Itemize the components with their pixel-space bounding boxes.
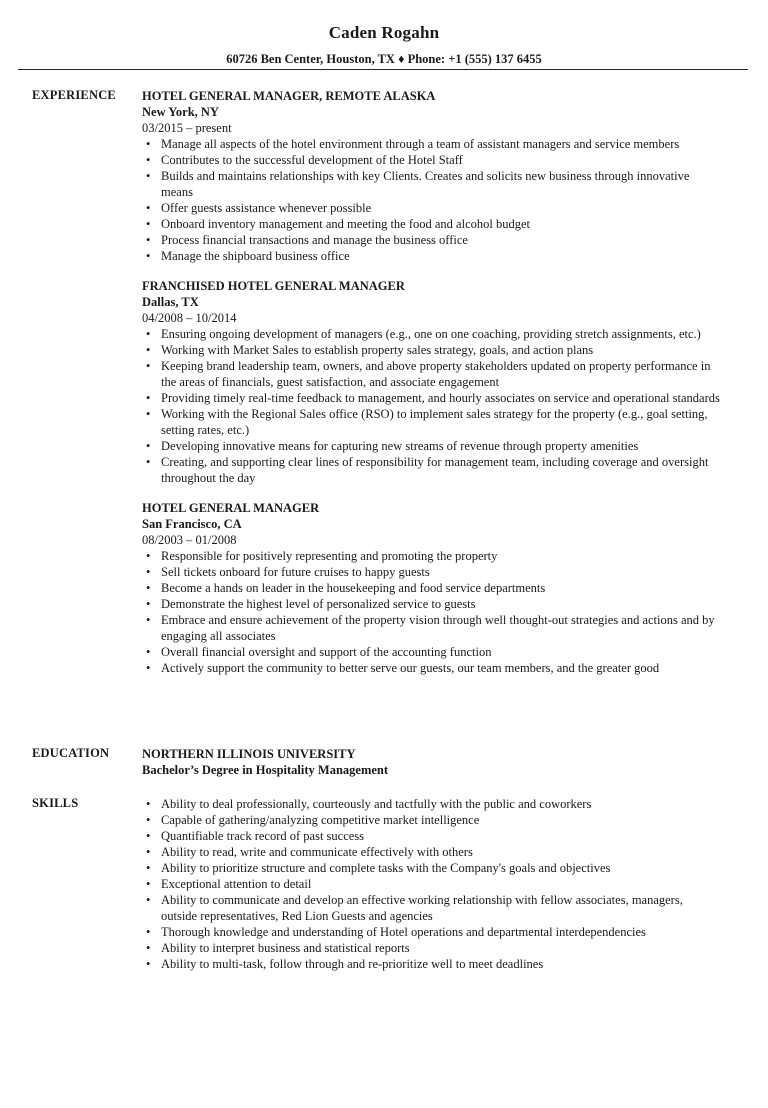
bullet-item: • Sell tickets onboard for future cruises to happy guests xyxy=(142,564,722,580)
skill-item: • Ability to communicate and develop an effective working relationship with fellow associates, managers, outside representatives, Red Lion Guests and agencies xyxy=(142,892,722,924)
job-entry xyxy=(142,88,722,264)
bullet-item: • Builds and maintains relationships with key Clients. Creates and solicits new business through innovative means xyxy=(142,168,722,200)
job-bullets xyxy=(142,326,722,486)
job-title: HOTEL GENERAL MANAGER xyxy=(142,501,320,515)
skills-heading: SKILLS xyxy=(32,796,79,810)
skill-item: • Exceptional attention to detail xyxy=(142,876,722,892)
bullet-item: • Manage all aspects of the hotel environment through a team of assistant managers and service members xyxy=(142,136,722,152)
bullet-item: • Offer guests assistance whenever possible xyxy=(142,200,722,216)
bullet-item: • Manage the shipboard business office xyxy=(142,248,722,264)
job-bullets xyxy=(142,136,722,264)
skill-item: • Quantifiable track record of past success xyxy=(142,828,722,844)
education-heading: EDUCATION xyxy=(32,746,110,760)
contact-line: 60726 Ben Center, Houston, TX ♦ Phone: +1 (555) 137 6455 xyxy=(226,52,542,66)
job-dates: 04/2008 – 10/2014 xyxy=(142,311,237,325)
bullet-item: • Onboard inventory management and meeting the food and alcohol budget xyxy=(142,216,722,232)
skill-item: • Thorough knowledge and understanding of Hotel operations and departmental interdependencies xyxy=(142,924,722,940)
header-divider xyxy=(18,69,748,70)
job-title: HOTEL GENERAL MANAGER, REMOTE ALASKA xyxy=(142,89,436,103)
bullet-item: • Overall financial oversight and support of the accounting function xyxy=(142,644,722,660)
bullet-item: • Demonstrate the highest level of personalized service to guests xyxy=(142,596,722,612)
experience-heading: EXPERIENCE xyxy=(32,88,116,102)
experience-section xyxy=(142,88,722,690)
job-location: New York, NY xyxy=(142,105,219,119)
bullet-item: • Contributes to the successful development of the Hotel Staff xyxy=(142,152,722,168)
skills-list xyxy=(142,796,722,972)
job-location: Dallas, TX xyxy=(142,295,199,309)
bullet-item: • Working with Market Sales to establish property sales strategy, goals, and action plans xyxy=(142,342,722,358)
bullet-item: • Ensuring ongoing development of managers (e.g., one on one coaching, providing stretch assignments, etc.) xyxy=(142,326,722,342)
degree-name: Bachelor’s Degree in Hospitality Management xyxy=(142,763,389,777)
job-location: San Francisco, CA xyxy=(142,517,242,531)
bullet-item: • Creating, and supporting clear lines of responsibility for management team, including coverage and oversight throughout the day xyxy=(142,454,722,486)
education-section xyxy=(142,746,722,778)
job-dates: 08/2003 – 01/2008 xyxy=(142,533,237,547)
skill-item: • Capable of gathering/analyzing competitive market intelligence xyxy=(142,812,722,828)
skill-item: • Ability to deal professionally, courteously and tactfully with the public and coworkers xyxy=(142,796,722,812)
bullet-item: • Keeping brand leadership team, owners, and above property stakeholders updated on property performance in the areas of financials, guest satisfaction, and associate engagement xyxy=(142,358,722,390)
bullet-item: • Process financial transactions and manage the business office xyxy=(142,232,722,248)
job-dates: 03/2015 – present xyxy=(142,121,232,135)
job-entry xyxy=(142,500,722,676)
bullet-item: • Providing timely real-time feedback to management, and hourly associates on service and operational standards xyxy=(142,390,722,406)
bullet-item: • Embrace and ensure achievement of the property vision through well thought-out strategies and actions and by engaging all associates xyxy=(142,612,722,644)
job-bullets xyxy=(142,548,722,676)
skills-section xyxy=(142,796,722,972)
job-entry xyxy=(142,278,722,486)
skill-item: • Ability to multi-task, follow through and re-prioritize well to meet deadlines xyxy=(142,956,722,972)
bullet-item: • Become a hands on leader in the housekeeping and food service departments xyxy=(142,580,722,596)
bullet-item: • Developing innovative means for capturing new streams of revenue through property amenities xyxy=(142,438,722,454)
skill-item: • Ability to prioritize structure and complete tasks with the Company's goals and objectives xyxy=(142,860,722,876)
candidate-name: Caden Rogahn xyxy=(328,23,440,42)
job-title: FRANCHISED HOTEL GENERAL MANAGER xyxy=(142,279,405,293)
skill-item: • Ability to interpret business and statistical reports xyxy=(142,940,722,956)
bullet-item: • Actively support the community to better serve our guests, our team members, and the greater good xyxy=(142,660,722,676)
skill-item: • Ability to read, write and communicate effectively with others xyxy=(142,844,722,860)
bullet-item: • Working with the Regional Sales office (RSO) to implement sales strategy for the property (e.g., goal setting, setting rates, etc.) xyxy=(142,406,722,438)
school-name: NORTHERN ILLINOIS UNIVERSITY xyxy=(142,747,356,761)
bullet-item: • Responsible for positively representing and promoting the property xyxy=(142,548,722,564)
